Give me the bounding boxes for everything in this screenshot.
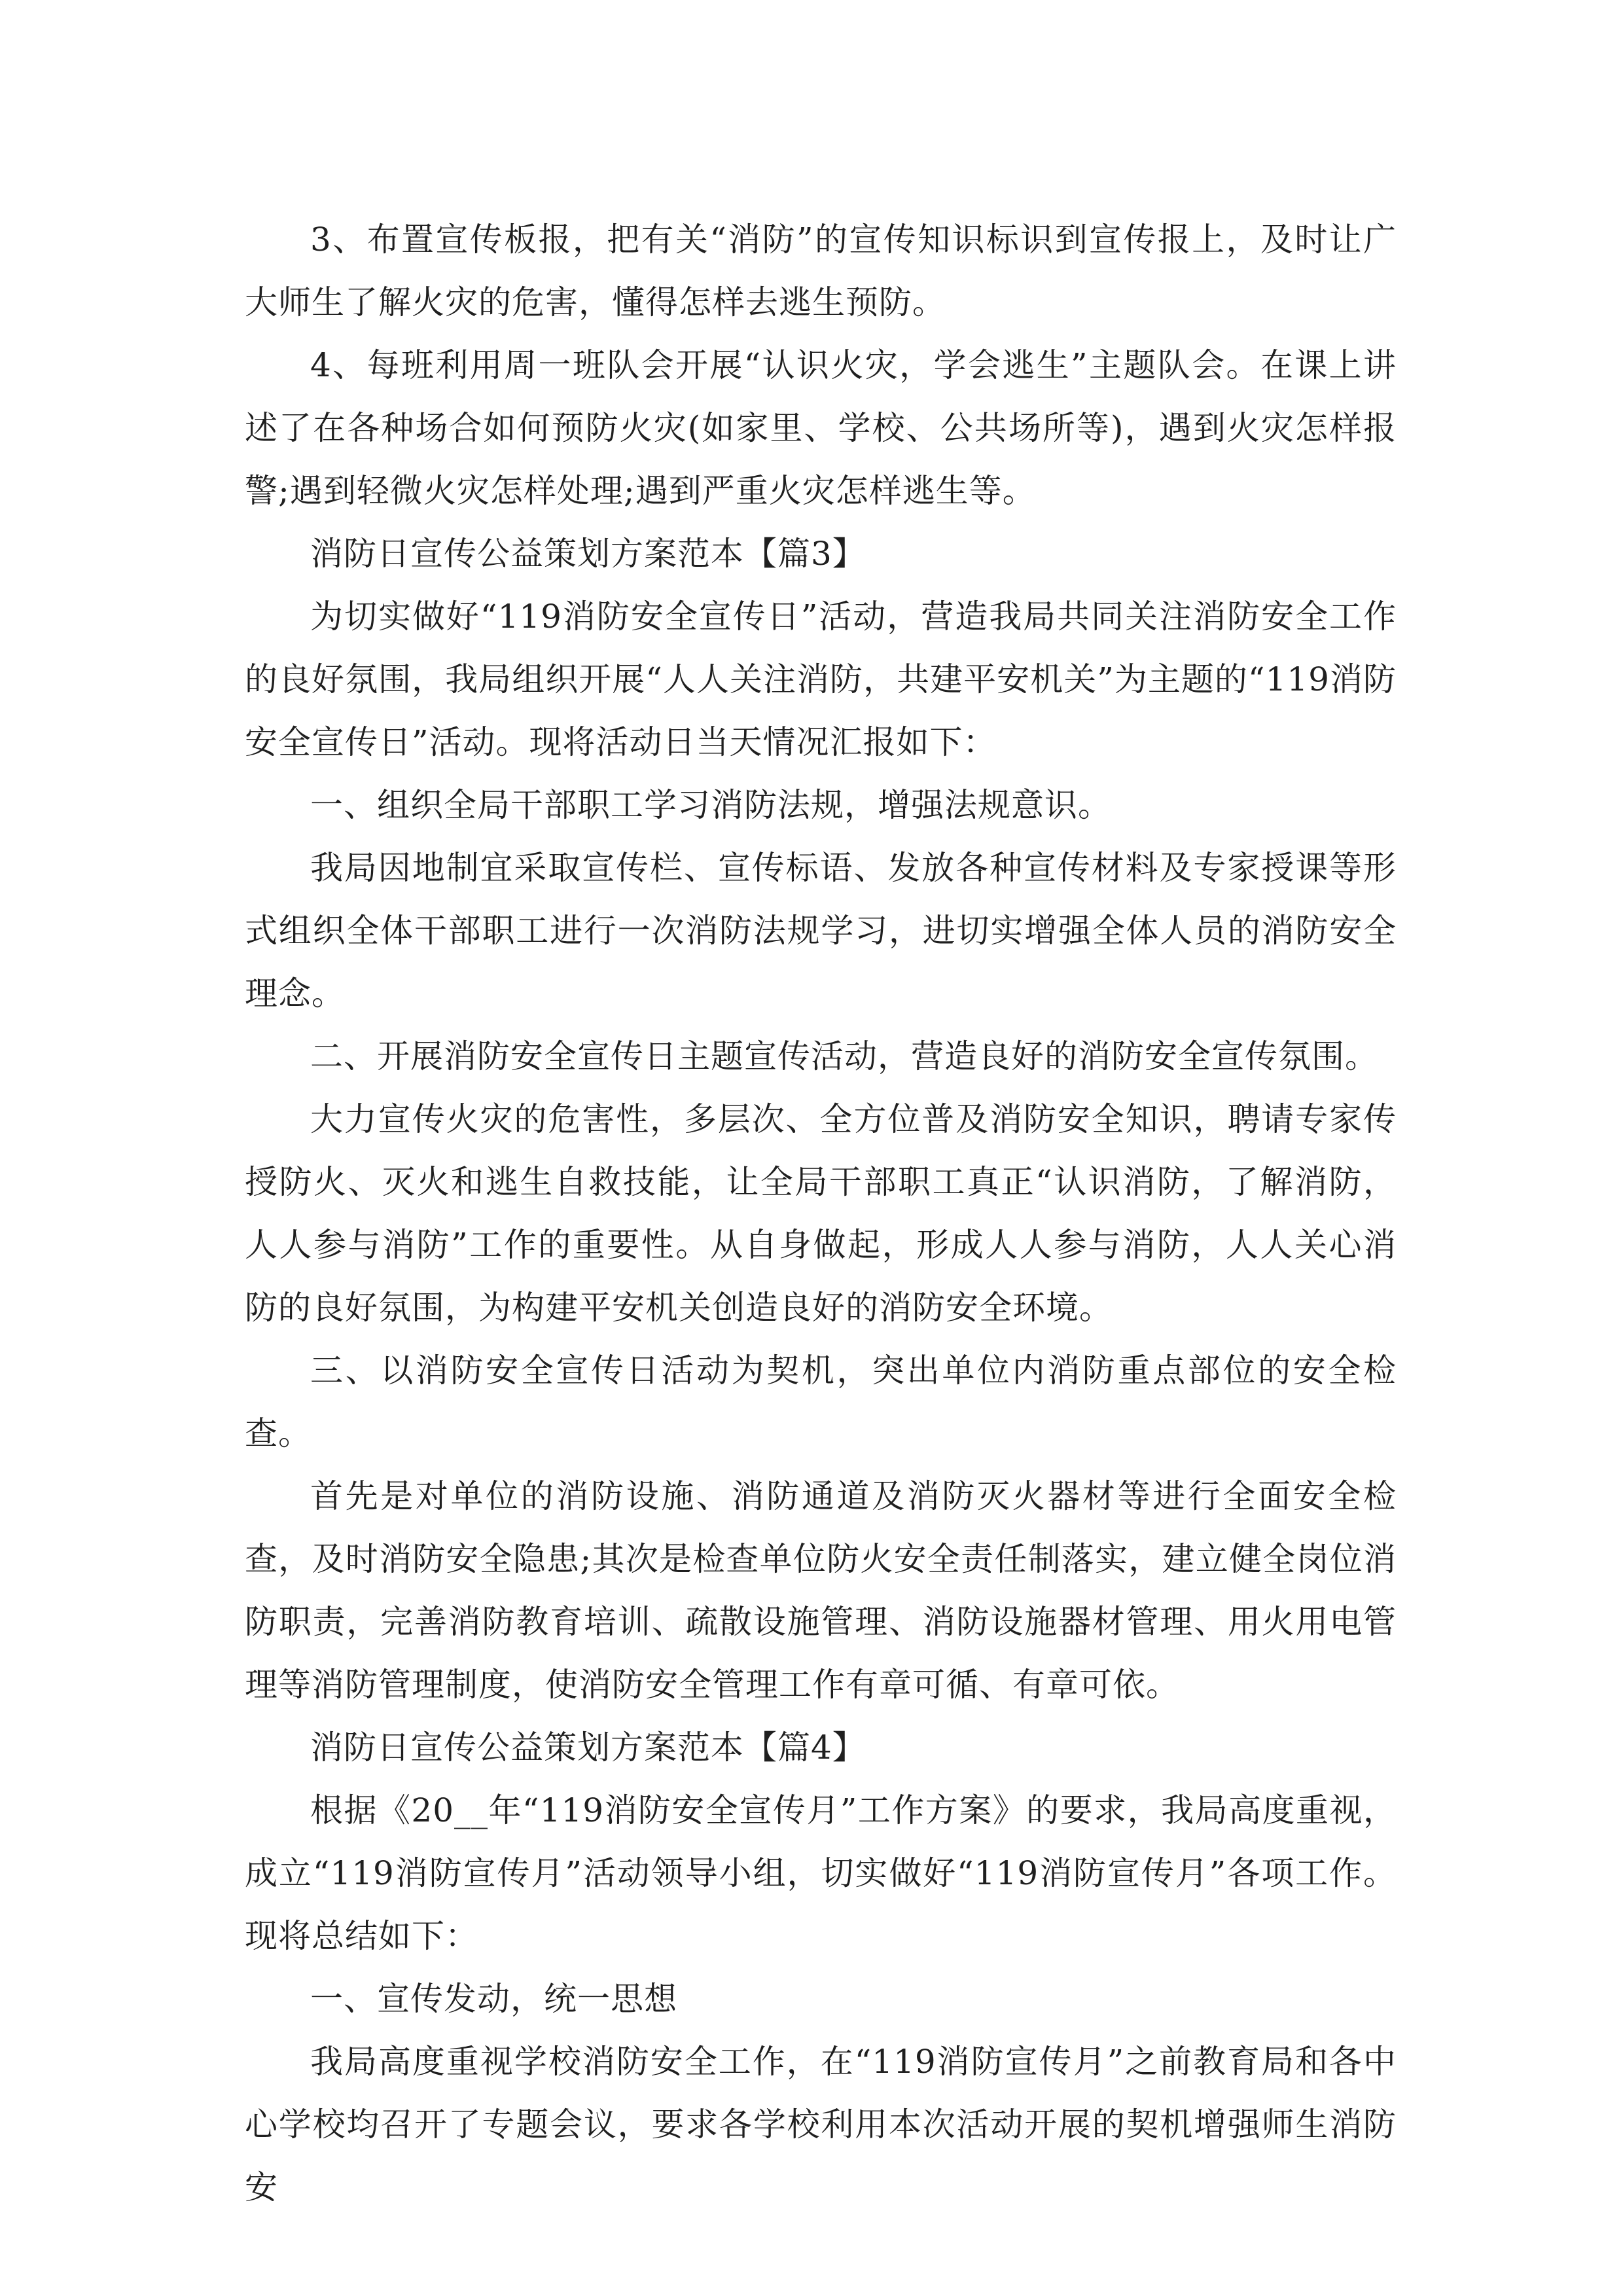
paragraph: 3、布置宣传板报，把有关“消防”的宣传知识标识到宣传报上，及时让广大师生了解火灾的危害，懂得怎样去逃生预防。 [245, 221, 1397, 321]
section-heading: 消防日宣传公益策划方案范本【篇4】 [310, 1729, 866, 1767]
subheading: 一、组织全局干部职工学习消防法规，增强法规意识。 [310, 786, 1111, 824]
paragraph: 大力宣传火灾的危害性，多层次、全方位普及消防安全知识，聘请专家传授防火、灭火和逃生自救技能，让全局干部职工真正“认识消防，了解消防，人人参与消防”工作的重要性。从自身做起，形成人人参与消防，人人关心消防的良好氛围，为构建平安机关创造良好的消防安全环境。 [245, 1100, 1397, 1327]
subheading: 三、以消防安全宣传日活动为契机，突出单位内消防重点部位的安全检查。 [245, 1352, 1397, 1452]
paragraph: 首先是对单位的消防设施、消防通道及消防灭火器材等进行全面安全检查，及时消防安全隐患;其次是检查单位防火安全责任制落实，建立健全岗位消防职责，完善消防教育培训、疏散设施管理、消防设施器材管理、用火用电管理等消防管理制度，使消防安全管理工作有章可循、有章可依。 [245, 1477, 1397, 1704]
subheading: 二、开展消防安全宣传日主题宣传活动，营造良好的消防安全宣传氛围。 [310, 1037, 1378, 1075]
paragraph: 4、每班利用周一班队会开展“认识火灾，学会逃生”主题队会。在课上讲述了在各种场合如何预防火灾(如家里、学校、公共场所等)，遇到火灾怎样报警;遇到轻微火灾怎样处理;遇到严重火灾怎样逃生等。 [245, 346, 1397, 510]
paragraph: 为切实做好“119消防安全宣传日”活动，营造我局共同关注消防安全工作的良好氛围，我局组织开展“人人关注消防，共建平安机关”为主题的“119消防安全宣传日”活动。现将活动日当天情况汇报如下： [245, 598, 1397, 761]
paragraph: 根据《20__年“119消防安全宣传月”工作方案》的要求，我局高度重视，成立“119消防宣传月”活动领导小组，切实做好“119消防宣传月”各项工作。现将总结如下： [245, 1791, 1397, 1955]
paragraph: 我局高度重视学校消防安全工作，在“119消防宣传月”之前教育局和各中心学校均召开了专题会议，要求各学校利用本次活动开展的契机增强师生消防安 [245, 2043, 1397, 2206]
section-heading: 消防日宣传公益策划方案范本【篇3】 [310, 535, 866, 573]
paragraph: 我局因地制宜采取宣传栏、宣传标语、发放各种宣传材料及专家授课等形式组织全体干部职工进行一次消防法规学习，进切实增强全体人员的消防安全理念。 [245, 849, 1397, 1013]
subheading: 一、宣传发动，统一思想 [310, 1980, 677, 2018]
document-body [245, 208, 1397, 2219]
